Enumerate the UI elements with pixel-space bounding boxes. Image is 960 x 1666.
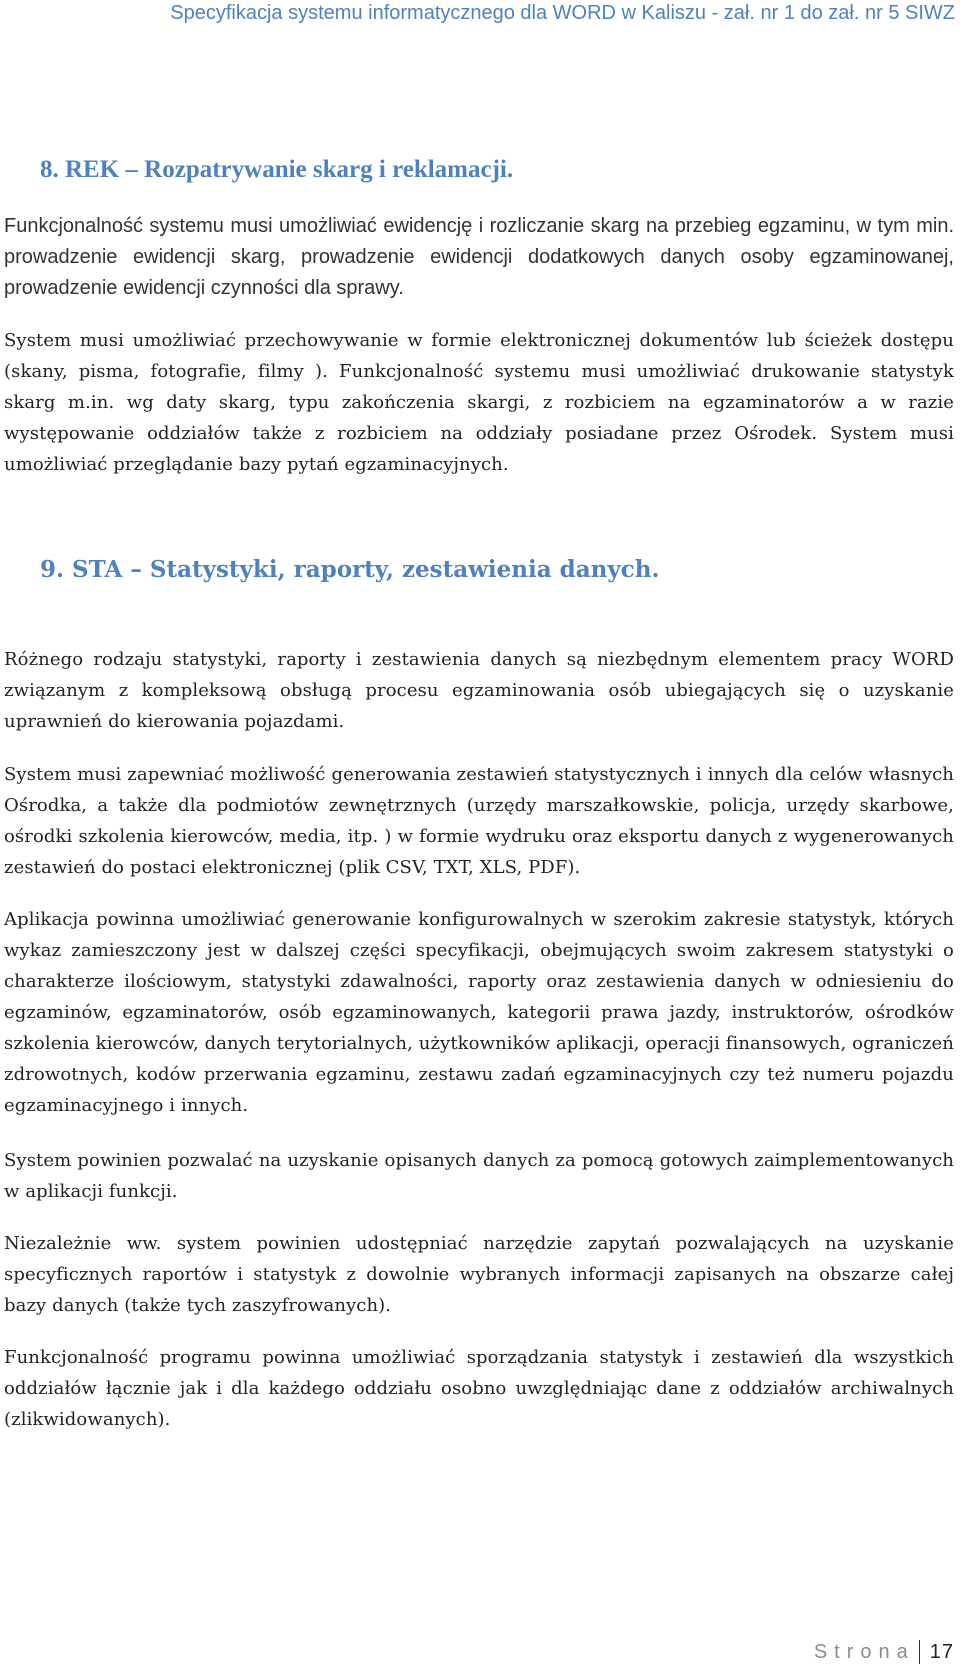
section-9-heading: 9. STA – Statystyki, raporty, zestawienia danych. bbox=[40, 556, 660, 583]
section-9-paragraph-3: Aplikacja powinna umożliwiać generowanie konfigurowalnych w szerokim zakresie statystyk, których wykaz zamieszczony jest w dalszej części specyfikacji, obejmujących swoim zakresem statystyki o charakterze ilościowym, statystyki zdawalności, raporty oraz zestawienia danych w odniesieniu do egzaminów, egzaminatorów, osób egzaminowanych, kategorii prawa jazdy, instruktorów, ośrodków szkolenia kierowców, danych terytorialnych, użytkowników aplikacji, operacji finansowych, ograniczeń zdrowotnych, kodów przerwania egzaminu, zestawu zadań egzaminacyjnych czy też numeru pojazdu egzaminacyjnego i innych. bbox=[4, 909, 954, 1116]
section-8-paragraph-2: System musi umożliwiać przechowywanie w formie elektronicznej dokumentów lub ścieżek dostępu (skany, pisma, fotografie, filmy ). Funkcjonalność systemu musi umożliwiać drukowanie statystyk skarg m.in. wg daty skarg, typu zakończenia skargi, z rozbiciem na egzaminatorów a w razie występowanie oddziałów także z rozbiciem na oddziały posiadane przez Ośrodek. System musi umożliwiać przeglądanie bazy pytań egzaminacyjnych. bbox=[4, 330, 954, 475]
page-header: Specyfikacja systemu informatycznego dla WORD w Kaliszu - zał. nr 1 do zał. nr 5 SIWZ bbox=[170, 2, 955, 24]
section-8-heading: 8. REK – Rozpatrywanie skarg i reklamacji. bbox=[40, 156, 514, 183]
section-9-paragraph-2: System musi zapewniać możliwość generowania zestawień statystycznych i innych dla celów własnych Ośrodka, a także dla podmiotów zewnętrznych (urzędy marszałkowskie, policja, urzędy skarbowe, ośrodki szkolenia kierowców, media, itp. ) w formie wydruku oraz eksportu danych z wygenerowanych zestawień do postaci elektronicznej (plik CSV, TXT, XLS, PDF). bbox=[4, 764, 954, 878]
footer-page-label: Strona bbox=[813, 1640, 915, 1663]
page-footer bbox=[814, 1640, 954, 1664]
footer-page-number: 17 bbox=[929, 1640, 954, 1663]
section-9-paragraph-4: System powinien pozwalać na uzyskanie opisanych danych za pomocą gotowych zaimplementowanych w aplikacji funkcji. bbox=[4, 1150, 954, 1202]
section-8-paragraph-1: Funkcjonalność systemu musi umożliwiać ewidencję i rozliczanie skarg na przebieg egzaminu, w tym min. prowadzenie ewidencji skarg, prowadzenie ewidencji dodatkowych danych osoby egzaminowanej, prowadzenie ewidencji czynności dla sprawy. bbox=[4, 215, 954, 299]
section-9-paragraph-6: Funkcjonalność programu powinna umożliwiać sporządzania statystyk i zestawień dla wszystkich oddziałów łącznie jak i dla każdego oddziału osobno uwzględniając dane z oddziałów archiwalnych (zlikwidowanych). bbox=[4, 1347, 954, 1430]
section-9-paragraph-1: Różnego rodzaju statystyki, raporty i zestawienia danych są niezbędnym elementem pracy WORD związanym z kompleksową obsługą procesu egzaminowania osób ubiegających się o uzyskanie uprawnień do kierowania pojazdami. bbox=[4, 649, 954, 732]
footer-divider bbox=[919, 1640, 920, 1664]
section-9-paragraph-5: Niezależnie ww. system powinien udostępniać narzędzie zapytań pozwalających na uzyskanie specyficznych raportów i statystyk z dowolnie wybranych informacji zapisanych na obszarze całej bazy danych (także tych zaszyfrowanych). bbox=[4, 1233, 954, 1316]
